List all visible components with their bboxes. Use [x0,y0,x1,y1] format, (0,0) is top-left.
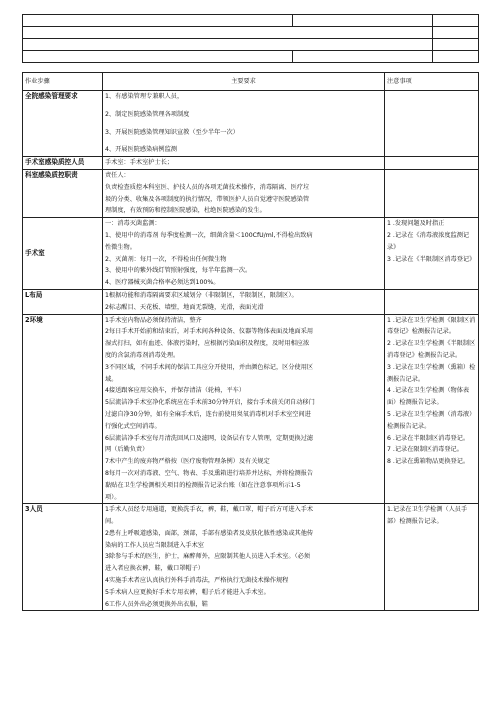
requirement-line: 8每月一次对消毒液、空气、物表、手及熏箱进行培养并达标，并将检测报告 [105,469,314,477]
requirement-line: 度的含氯消毒剂消毒处理。 [105,351,180,359]
requirement-line: 1根据功能和消毒隔离要求区域划分（非限制区，半限制区，限制区）。 [105,291,298,299]
requirement-line: 3不同区域，不同手术间的保洁工具应分开使用，并由颜色标记，区分使用区 [105,363,314,371]
table-body [23,91,479,611]
step-cell: 全院感染管理要求 [23,91,103,157]
requirement-line: 责任人： [105,171,130,179]
requirement-cell [103,91,385,157]
header-cell [23,51,293,63]
header-cell [23,39,433,51]
requirement-line: 2患有上呼吸道感染，面部，颈部，手部有感染者及皮肤化脓性感染或其他传 [105,529,314,537]
requirement-cell [103,314,385,504]
header-row [23,51,479,63]
header-cell [23,15,293,27]
requirement-line: 手术室：手术室护士长； [105,159,174,167]
header-step: 作业步骤 [23,73,103,91]
header-cell [433,27,479,39]
requirement-line: 1、有感染管理专兼职人员， [105,93,184,100]
step-cell: 手术室感染质控人员 [23,157,103,170]
header-cell [433,39,479,51]
requirement-line: 负责检查质控本科室医、护技人员的各项无菌技术操作，消毒隔离、医疗垃 [105,183,310,191]
notes-cell [385,314,479,504]
header-row [23,15,479,27]
requirement-line: 性微生物。 [105,243,136,251]
requirement-line: 1、使用中的消毒剂 每季度检测一次，细菌含量＜100CfU/ml,不得检出致病 [105,231,313,239]
note-line: 7 .记录在限制区消毒登记。 [387,446,463,454]
requirement-line: 2每日手术开始前和结束后，对手术间各种设备、仪器等物体表面及地面采用 [105,328,314,336]
requirement-line: 6层流洁净手术室每月清洗回风口及滤网，设备层有专人管理，定期更换过滤 [105,434,314,442]
note-line: 4 .记录在卫生学检测（物体表面）检测报告记录。 [387,387,470,407]
requirement-line: 项）。 [105,493,121,501]
notes-cell [385,218,479,290]
header-row [23,27,479,39]
notes-cell [385,157,479,170]
requirement-line: 3、开展医院感染管理知识宣教（至少半年一次） [105,128,239,136]
note-line: 6 .记录在半限制区消毒登记。 [387,434,470,442]
note-line: 2 .记录在卫生学检测《半限制区消毒登记》检测报告记录。 [387,340,476,359]
requirement-line: 湿式打扫，如有血迹、体液污染时，应根据污染面积及程度，及时用相应浓 [105,340,310,348]
procedure-table [22,72,479,611]
header-cell [23,27,433,39]
requirement-line: 进入者应换衣裤，鞋，戴口罩帽子） [105,565,204,573]
requirement-line: 染病的工作人员应当限制进入手术室 [105,541,204,549]
requirement-line: 2标志醒目、天花板、墙壁，地面无裂缝，光滑，表面光滑 [105,303,264,311]
note-line: 3 .记录在卫生学检测（熏箱）检测报告记录。 [387,363,476,383]
requirement-cell [103,289,385,314]
requirement-line: 圾的分类、收集及各项制度的执行情况，带领医护人员自觉遵守医院感染管 [105,195,310,203]
requirement-line: 5层流洁净手术室净化系统应在手术前30分钟开启，接台手术前关闭自动移门 [105,399,315,407]
requirement-cell [103,504,385,611]
note-line: 2 .记录在《消毒液浓度监测记录》 [387,231,470,251]
requirement-line: 1手术室内物品必须保持清洁，整齐 [105,316,202,324]
table-row [23,314,479,504]
step-cell: 2环境 [23,314,103,504]
requirement-line: 7术中产生的废弃物严格按（医疗废物管理条例）及有关规定 [105,458,270,466]
requirement-line: 2、灭菌剂：每月一次，不得检出任何微生物 [105,255,227,263]
table-row [23,91,479,157]
requirement-cell [103,218,385,290]
note-line: 3 .记录在《半限制区消毒登记》 [387,255,476,263]
requirement-line: 3、使用中的紫外线灯管照射强度，每半年监测一次。 [105,267,252,275]
note-line: 8 .记录在熏箱物品更换登记。 [387,458,470,466]
requirement-line: 4实施手术者应认真执行外科手消毒法，严格执行无菌技术操作规程 [105,577,289,585]
step-cell: L布局 [23,289,103,314]
requirement-line: 过滤自净30分钟，如有全麻手术后，连台前使用臭氧消毒机对手术室空间进 [105,410,311,418]
requirement-line: 6工作人员外出必须更换外出衣服，鞋 [105,600,208,608]
requirement-line: 理制度，有效预防和控制医院感染，杜绝医院感染的发生。 [105,207,266,215]
notes-cell [385,504,479,611]
requirement-line: 一：消毒灭菌监测： [105,220,161,228]
requirement-line: 黏贴在卫生学检测相关项目的检测报告记录台账（如在注意事项所示1-5 [105,481,301,489]
table-row [23,289,479,314]
header-notes: 注意事项 [385,73,479,91]
header-cell [433,51,479,63]
requirement-cell [103,169,385,217]
table-row [23,504,479,611]
requirement-line: 3除参与手术的医生，护士，麻醉师外，应限制其他人员进入手术室。（必须 [105,553,311,561]
requirement-line: 域。 [105,375,118,383]
requirement-line: 4、医疗器械灭菌合格率必须达到100%。 [105,279,220,287]
note-line: 1.记录在卫生学检测（人员手部）检测报告记录。 [387,506,468,526]
requirement-line: 4、开展医院感染病例监测 [105,146,177,154]
table-row [23,169,479,217]
step-cell: 手术室 [23,218,103,290]
requirement-line: 1手术人员经专用通道，更换洗手衣，裤，鞋，戴口罩，帽子后方可进入手术 [105,506,314,514]
header-cell [433,15,479,27]
note-line: 1 .记录在卫生学检测《限制区消毒登记》检测报告记录。 [387,316,476,336]
notes-cell [385,169,479,217]
header-row [23,39,479,51]
requirement-line: 2、制定医院感染管理各项制度 [105,110,190,118]
requirement-line: 5手术病人应更换好手术专用衣裤，帽子后才能进入手术室。 [105,588,270,596]
requirement-cell [103,157,385,170]
note-line: 5 .记录在卫生学检测（消毒液）检测报告记录。 [387,410,476,430]
step-cell: 3人员 [23,504,103,611]
requirement-line: 行强化式空间消毒。 [105,422,161,430]
requirement-line: 网（后勤负责） [105,446,149,454]
requirement-line: 间。 [105,518,118,526]
header-cell [293,15,433,27]
note-line: 1 .发现问题及时指正 [387,220,445,228]
table-row [23,157,479,170]
notes-cell [385,289,479,314]
header-cell [293,51,433,63]
notes-cell [385,91,479,157]
document-header-grid [22,14,479,63]
step-cell: 科室感染质控职责 [23,169,103,217]
table-row [23,218,479,290]
requirement-line: 4接送跟客应用交换车，并保存清洁（轮椅，平车） [105,387,246,395]
header-requirement: 主要要求 [103,73,385,91]
table-header-row [23,73,479,91]
